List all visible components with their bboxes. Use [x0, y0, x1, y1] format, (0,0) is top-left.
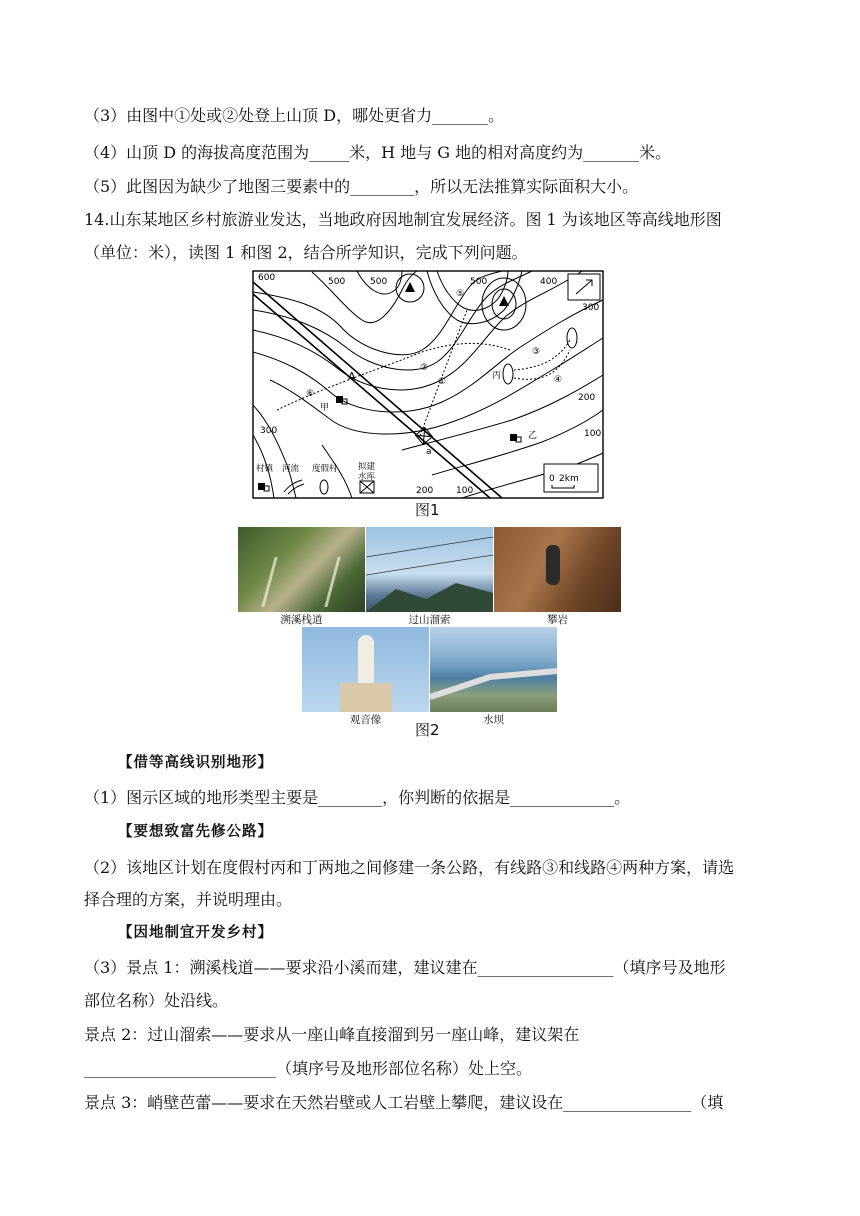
question-3-line-2: 部位名称）处沿线。	[84, 991, 229, 1010]
marker-6: ⑥	[306, 389, 315, 399]
contour-label: 200	[578, 393, 596, 403]
question-2-line-2: 择合理的方案，并说明理由。	[84, 890, 293, 909]
contour-label: 500	[470, 277, 488, 287]
photo-caption-stream-walkway: 溯溪栈道	[280, 614, 323, 626]
place-label-a-upper: A	[348, 370, 356, 383]
photo-zipline	[366, 527, 493, 612]
spot-3-line-1: 景点 3：峭壁芭蕾——要求在天然岩壁或人工岩壁上攀爬，建议设在________________（填	[84, 1093, 724, 1112]
figure-2-caption: 图2	[415, 721, 440, 739]
question-1: （1）图示区域的地形类型主要是________，你判断的依据是_____________。	[84, 788, 631, 807]
photo-caption-dam: 水坝	[483, 714, 504, 726]
question-3: （3）由图中①处或②处登上山顶 D，哪处更省力_______。	[84, 106, 505, 125]
question-4: （4）山顶 D 的海拔高度范围为_____米，H 地与 G 地的相对高度约为_______米。	[84, 143, 672, 162]
question-2-line-1: （2）该地区计划在度假村丙和丁两地之间修建一条公路，有线路③和线路④两种方案，请选	[84, 858, 735, 877]
marker-1: ①	[438, 377, 447, 387]
legend-village-label: 村镇	[256, 464, 274, 474]
contour-label: 300	[582, 303, 600, 313]
photo-stream-walkway	[238, 527, 365, 612]
section-heading-3: 【因地制宜开发乡村】	[118, 924, 273, 941]
photo-caption-guanyin: 观音像	[349, 714, 382, 726]
scale-distance: 2km	[559, 474, 579, 484]
contour-label: 500	[328, 277, 346, 287]
marker-3: ③	[532, 347, 541, 357]
contour-label: 400	[540, 277, 558, 287]
legend-reservoir-label-2: 水库	[358, 472, 376, 482]
marker-2: ②	[420, 363, 429, 373]
legend-reservoir-label-1: 拟建	[358, 462, 376, 472]
question-14-line-1: 14.山东某地区乡村旅游业发达，当地政府因地制宜发展经济。图 1 为该地区等高线地形图	[84, 210, 722, 229]
contour-label: 600	[258, 273, 276, 283]
spot-2-line-2: ________________________（填序号及地形部位名称）处上空。	[84, 1059, 533, 1078]
contour-label: 100	[456, 486, 474, 496]
place-label-yi: 乙	[528, 431, 538, 441]
legend-river-label: 河流	[282, 464, 300, 474]
scale-zero: 0	[549, 474, 555, 484]
photo-guanyin-statue	[302, 627, 429, 712]
photo-caption-rock-climbing: 攀岩	[547, 614, 568, 626]
figure-1-caption: 图1	[415, 501, 440, 519]
contour-label: 100	[584, 429, 602, 439]
legend-resort-label: 度假村	[312, 464, 338, 474]
contour-label: 500	[370, 277, 388, 287]
question-3-line-1: （3）景点 1：溯溪栈道——要求沿小溪而建，建议建在_________________（填序号及地形	[84, 958, 726, 977]
photo-caption-zipline: 过山溜索	[408, 614, 451, 626]
question-14-line-2: （单位：米），读图 1 和图 2，结合所学知识，完成下列问题。	[84, 243, 528, 262]
marker-5: ⑤	[456, 289, 465, 299]
section-heading-2: 【要想致富先修公路】	[118, 823, 273, 840]
north-arrow-icon	[568, 274, 600, 300]
place-label-a-lower: a	[426, 447, 432, 457]
contour-map	[252, 270, 604, 500]
photo-rock-climbing	[494, 527, 621, 612]
contour-label: 200	[416, 486, 434, 496]
section-heading-1: 【借等高线识别地形】	[118, 754, 273, 771]
scale-bar	[544, 464, 598, 492]
place-label-jia: 甲	[320, 403, 330, 413]
marker-4: ④	[554, 375, 563, 385]
contour-label: 300	[260, 426, 278, 436]
place-label-bing: 丙	[492, 371, 502, 381]
photo-dam	[430, 627, 557, 712]
spot-2-line-1: 景点 2：过山溜索——要求从一座山峰直接溜到另一座山峰，建议架在	[84, 1025, 580, 1044]
question-5: （5）此图因为缺少了地图三要素中的________，所以无法推算实际面积大小。	[84, 177, 639, 196]
